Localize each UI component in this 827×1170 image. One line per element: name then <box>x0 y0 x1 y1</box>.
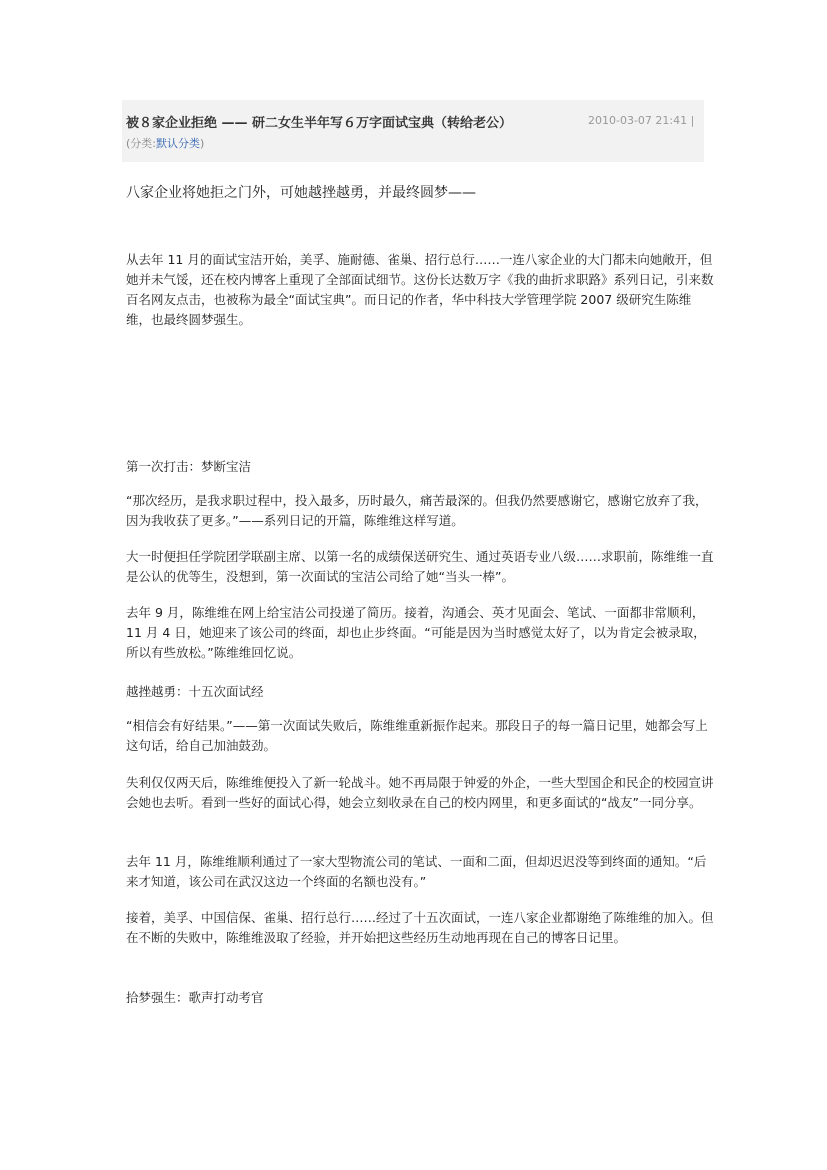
section-heading-1: 第一次打击：梦断宝洁 <box>126 459 252 474</box>
paragraph: 大一时便担任学院团学联副主席、以第一名的成绩保送研究生、通过英语专业八级……求职前，陈维维一直是公认的优等生，没想到，第一次面试的宝洁公司给了她“当头一棒”。 <box>126 549 714 584</box>
intro-paragraph: 从去年 11 月的面试宝洁开始，美孚、施耐德、雀巢、招行总行……一连八家企业的大门都未向她敞开，但她并未气馁，还在校内博客上重现了全部面试细节。这份长达数万字《我的曲折求职路》系列日记，引来数百名网友点击，也被称为最全“面试宝典”。而日记的作者，华中科技大学管理学院 2007 级研究生陈维维，也最终圆梦强生。 <box>126 252 714 327</box>
post-header <box>122 100 704 162</box>
section-heading-3: 拾梦强生：歌声打动考官 <box>126 990 264 1005</box>
paragraph: 去年 9 月，陈维维在网上给宝洁公司投递了简历。接着，沟通会、英才见面会、笔试、一面都非常顺利，11 月 4 日，她迎来了该公司的终面，却也止步终面。“可能是因为当时感觉太好了，以为肯定会被录取，所以有些放松。”陈维维回忆说。 <box>126 605 706 660</box>
paragraph: 去年 11 月，陈维维顺利通过了一家大型物流公司的笔试、一面和二面，但却迟迟没等到终面的通知。“后来才知道，该公司在武汉这边一个终面的名额也没有。” <box>126 854 707 889</box>
category-link[interactable]: 默认分类 <box>156 137 200 150</box>
post-category <box>126 135 204 151</box>
category-prefix: (分类: <box>126 137 156 150</box>
post-title[interactable]: 被８家企业拒绝 —— 研二女生半年写６万字面试宝典（转给老公） <box>126 116 513 131</box>
paragraph: “那次经历，是我求职过程中，投入最多，历时最久，痛苦最深的。但我仍然要感谢它，感谢它放弃了我，因为我收获了更多。”——系列日记的开篇，陈维维这样写道。 <box>126 493 708 528</box>
paragraph: 失利仅仅两天后，陈维维便投入了新一轮战斗。她不再局限于钟爱的外企，一些大型国企和民企的校园宣讲会她也去听。看到一些好的面试心得，她会立刻收录在自己的校内网里，和更多面试的“战友”一同分享。 <box>126 775 714 810</box>
paragraph: “相信会有好结果。”——第一次面试失败后，陈维维重新振作起来。那段日子的每一篇日记里，她都会写上这句话，给自己加油鼓劲。 <box>126 718 708 753</box>
category-suffix: ) <box>200 137 205 150</box>
section-heading-2: 越挫越勇：十五次面试经 <box>126 684 264 699</box>
post-date: 2010-03-07 21:41 | <box>588 114 695 127</box>
lead-sentence: 八家企业将她拒之门外，可她越挫越勇，并最终圆梦—— <box>126 185 476 201</box>
paragraph: 接着，美孚、中国信保、雀巢、招行总行……经过了十五次面试，一连八家企业都谢绝了陈维维的加入。但在不断的失败中，陈维维汲取了经验，并开始把这些经历生动地再现在自己的博客日记里。 <box>126 910 714 945</box>
